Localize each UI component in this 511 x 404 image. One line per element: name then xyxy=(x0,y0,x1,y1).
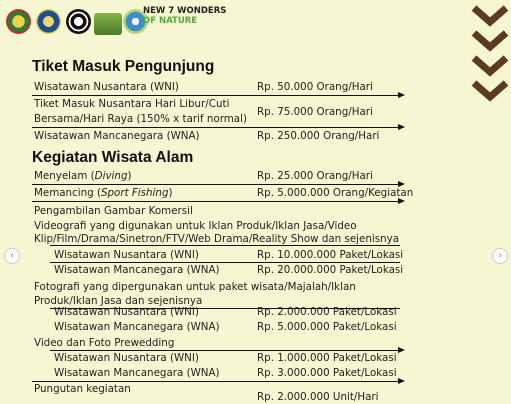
row-price: Rp. 5.000.000 Orang/Kegiatan xyxy=(257,187,414,199)
logo-icon xyxy=(66,9,91,34)
row-price: Rp. 2.000.000 Unit/Hari xyxy=(257,391,379,403)
chevron-down-icon xyxy=(471,55,509,73)
chevron-down-icon xyxy=(471,80,509,98)
row-label: Memancing (Sport Fishing) xyxy=(34,187,173,199)
arrow-icon xyxy=(398,378,405,384)
chevron-down-icon xyxy=(471,5,509,23)
category-label: Pengambilan Gambar Komersil xyxy=(34,205,193,217)
description-line: Fotografi yang dipergunakan untuk paket wisata/Majalah/Iklan xyxy=(34,281,356,293)
logo-icon xyxy=(6,9,31,34)
row-label: Tiket Masuk Nusantara Hari Libur/Cuti xyxy=(34,98,230,110)
row-label: Wisatawan Mancanegara (WNA) xyxy=(34,130,200,142)
divider xyxy=(32,95,400,96)
row-price: Rp. 75.000 Orang/Hari xyxy=(257,106,373,118)
divider xyxy=(32,184,400,185)
row-price: Rp. 250.000 Orang/Hari xyxy=(257,130,380,142)
description-line: Videografi yang digunakan untuk Iklan Produk/Iklan Jasa/Video xyxy=(34,220,357,232)
row-label: Menyelam (Diving) xyxy=(34,170,132,182)
row-price: Rp. 5.000.000 Paket/Lokasi xyxy=(257,321,397,333)
divider xyxy=(32,201,400,202)
divider xyxy=(50,245,400,246)
new7wonders-logo xyxy=(143,6,226,26)
row-label: Wisatawan Nusantara (WNI) xyxy=(34,81,179,93)
description-line: Klip/Film/Drama/Sinetron/FTV/Web Drama/Reality Show dan sejenisnya xyxy=(34,233,400,245)
logo-icon xyxy=(94,13,122,35)
row-label: Wisatawan Mancanegara (WNA) xyxy=(54,367,220,379)
row-price: Rp. 10.000.000 Paket/Lokasi xyxy=(257,249,404,261)
arrow-icon xyxy=(398,92,405,98)
row-price: Rp. 50.000 Orang/Hari xyxy=(257,81,373,93)
row-label: Bersama/Hari Raya (150% x tarif normal) xyxy=(34,113,247,125)
row-label: Wisatawan Mancanegara (WNA) xyxy=(54,264,220,276)
new7-text: NEW 7 WONDERS xyxy=(143,6,227,16)
arrow-icon xyxy=(398,347,405,353)
row-price: Rp. 25.000 Orang/Hari xyxy=(257,170,373,182)
row-label: Wisatawan Nusantara (WNI) xyxy=(54,352,199,364)
row-label: Wisatawan Nusantara (WNI) xyxy=(54,249,199,261)
category-label: Pungutan kegiatan xyxy=(34,383,131,395)
arrow-icon xyxy=(398,198,405,204)
row-price: Rp. 2.000.000 Paket/Lokasi xyxy=(257,306,397,318)
divider xyxy=(32,127,400,128)
row-price: Rp. 1.000.000 Paket/Lokasi xyxy=(257,352,397,364)
nature-text: OF NATURE xyxy=(143,16,198,26)
section-title-entry: Tiket Masuk Pengunjung xyxy=(32,58,215,75)
logo-icon xyxy=(36,9,61,34)
category-label: Video dan Foto Prewedding xyxy=(34,337,175,349)
row-price: Rp. 20.000.000 Paket/Lokasi xyxy=(257,264,404,276)
carousel-prev-button[interactable]: ‹ xyxy=(4,248,20,264)
row-price: Rp. 3.000.000 Paket/Lokasi xyxy=(257,367,397,379)
description-line: Produk/Iklan Jasa dan sejenisnya xyxy=(34,295,203,307)
row-label: Wisatawan Nusantara (WNI) xyxy=(54,306,199,318)
row-label: Wisatawan Mancanegara (WNA) xyxy=(54,321,220,333)
chevron-down-icon xyxy=(471,30,509,48)
arrow-icon xyxy=(398,124,405,130)
section-title-activity: Kegiatan Wisata Alam xyxy=(32,149,194,166)
carousel-next-button[interactable]: › xyxy=(492,248,508,264)
